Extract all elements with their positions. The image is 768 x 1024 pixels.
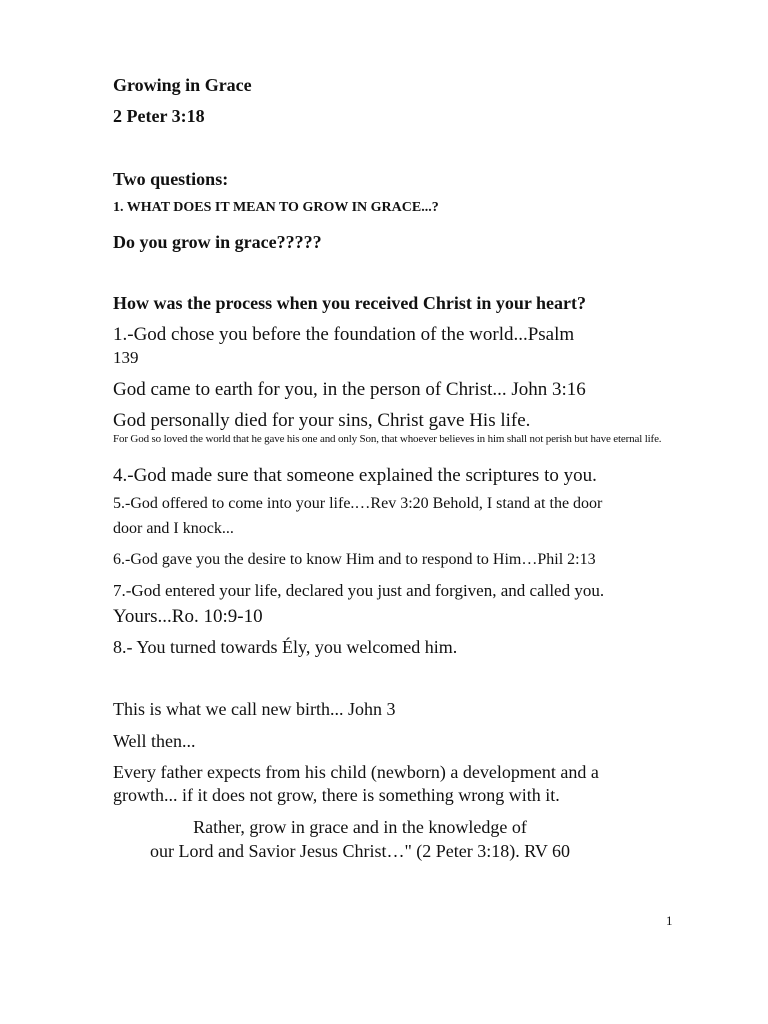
verse-john-3-16: For God so loved the world that he gave his one and only Son, that whoever believes in him shall not perish but have eternal life. <box>113 433 662 445</box>
point-5-line-2: door and I knock... <box>113 520 234 537</box>
quote-line-1: Rather, grow in grace and in the knowledge of <box>193 817 527 837</box>
point-7-line-2: Yours...Ro. 10:9-10 <box>113 606 263 627</box>
questions-heading: Two questions: <box>113 169 229 189</box>
point-3: God personally died for your sins, Christ gave His life. <box>113 410 531 431</box>
quote-line-2: our Lord and Savior Jesus Christ…" (2 Peter 3:18). RV 60 <box>149 841 571 861</box>
process-heading: How was the process when you received Christ in your heart? <box>113 293 586 313</box>
point-2: God came to earth for you, in the person of Christ... John 3:16 <box>113 379 586 400</box>
question-2: Do you grow in grace????? <box>113 232 322 252</box>
document-title: Growing in Grace <box>113 75 252 95</box>
point-5-line-1: 5.-God offered to come into your life.…Rev 3:20 Behold, I stand at the door <box>113 495 603 512</box>
page-number: 1 <box>666 913 673 928</box>
point-1-line-1: 1.-God chose you before the foundation of the world...Psalm <box>113 324 575 345</box>
point-1-line-2: 139 <box>113 348 139 367</box>
point-7-line-1: 7.-God entered your life, declared you just and forgiven, and called you. <box>113 581 605 600</box>
point-6: 6.-God gave you the desire to know Him and to respond to Him…Phil 2:13 <box>113 551 596 568</box>
scripture-reference: 2 Peter 3:18 <box>113 106 205 126</box>
new-birth-line: This is what we call new birth... John 3 <box>113 699 396 719</box>
point-8: 8.- You turned towards Ély, you welcomed him. <box>113 637 458 657</box>
point-4: 4.-God made sure that someone explained the scriptures to you. <box>113 465 597 486</box>
question-1: 1. WHAT DOES IT MEAN TO GROW IN GRACE...? <box>113 200 439 215</box>
father-line-2: growth... if it does not grow, there is something wrong with it. <box>113 785 560 805</box>
father-line-1: Every father expects from his child (newborn) a development and a <box>113 762 599 782</box>
well-then-line: Well then... <box>113 731 196 751</box>
